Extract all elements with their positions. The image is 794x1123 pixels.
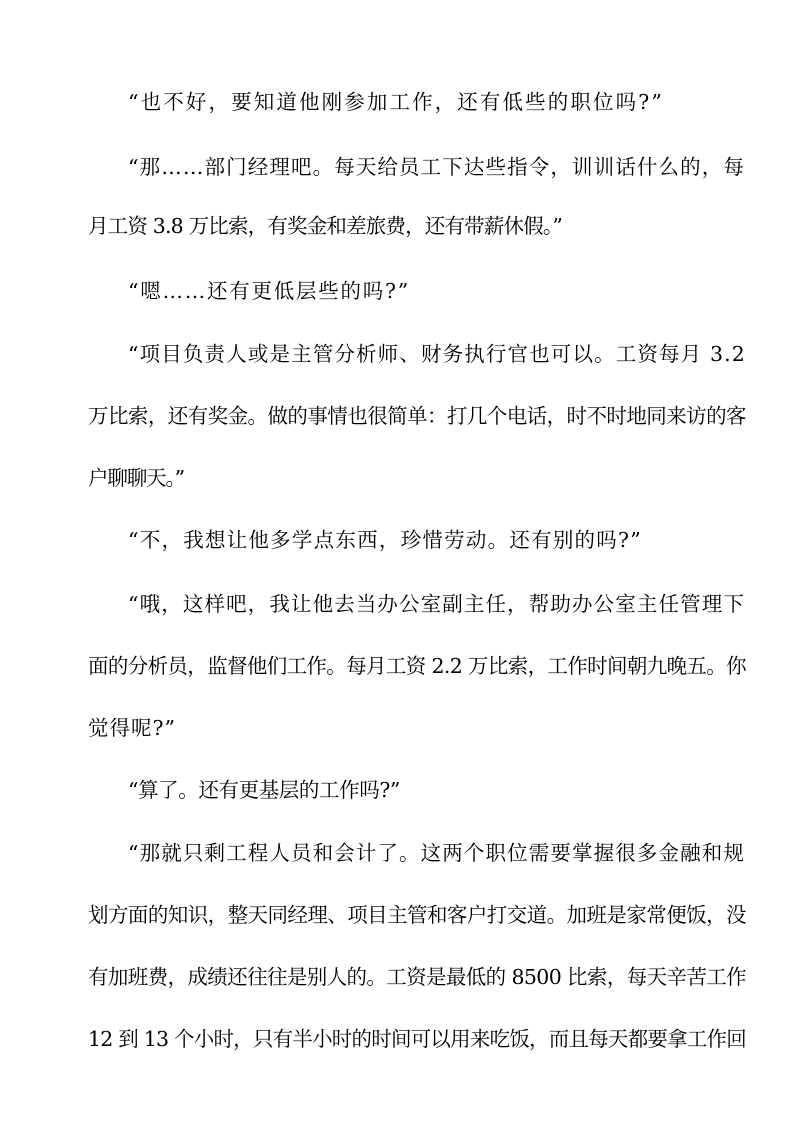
text-line: 万比索，还有奖金。做的事情也很简单：打几个电话，时不时地同来访的客 — [88, 404, 746, 428]
text-line: 面的分析员，监督他们工作。每月工资 2.2 万比索，工作时间朝九晚五。你 — [88, 654, 746, 678]
text-line: 觉得呢?” — [88, 716, 176, 740]
text-line: “那就只剩工程人员和会计了。这两个职位需要掌握很多金融和规 — [128, 841, 745, 865]
text-line: “哦，这样吧，我让他去当办公室副主任，帮助办公室主任管理下 — [128, 592, 745, 616]
text-line: 划方面的知识，整天同经理、项目主管和客户打交道。加班是家常便饭，没 — [88, 903, 746, 927]
text-line: “也不好，要知道他刚参加工作，还有低些的职位吗?” — [128, 90, 664, 114]
text-line: “项目负责人或是主管分析师、财务执行官也可以。工资每月 3.2 — [128, 342, 746, 366]
text-line: 有加班费，成绩还往往是别人的。工资是最低的 8500 比索，每天辛苦工作 — [88, 965, 746, 989]
text-line: 12 到 13 个小时，只有半小时的时间可以用来吃饭，而且每天都要拿工作回 — [88, 1027, 746, 1051]
text-line: 户聊聊天。” — [88, 466, 184, 490]
text-line: “嗯……还有更低层些的吗?” — [128, 279, 410, 303]
text-line: “不，我想让他多学点东西，珍惜劳动。还有别的吗?” — [128, 528, 642, 552]
text-line: “那……部门经理吧。每天给员工下达些指令，训训话什么的，每 — [128, 155, 745, 179]
text-line: 月工资 3.8 万比索，有奖金和差旅费，还有带薪休假。” — [88, 214, 562, 238]
text-line: “算了。还有更基层的工作吗?” — [128, 778, 400, 802]
